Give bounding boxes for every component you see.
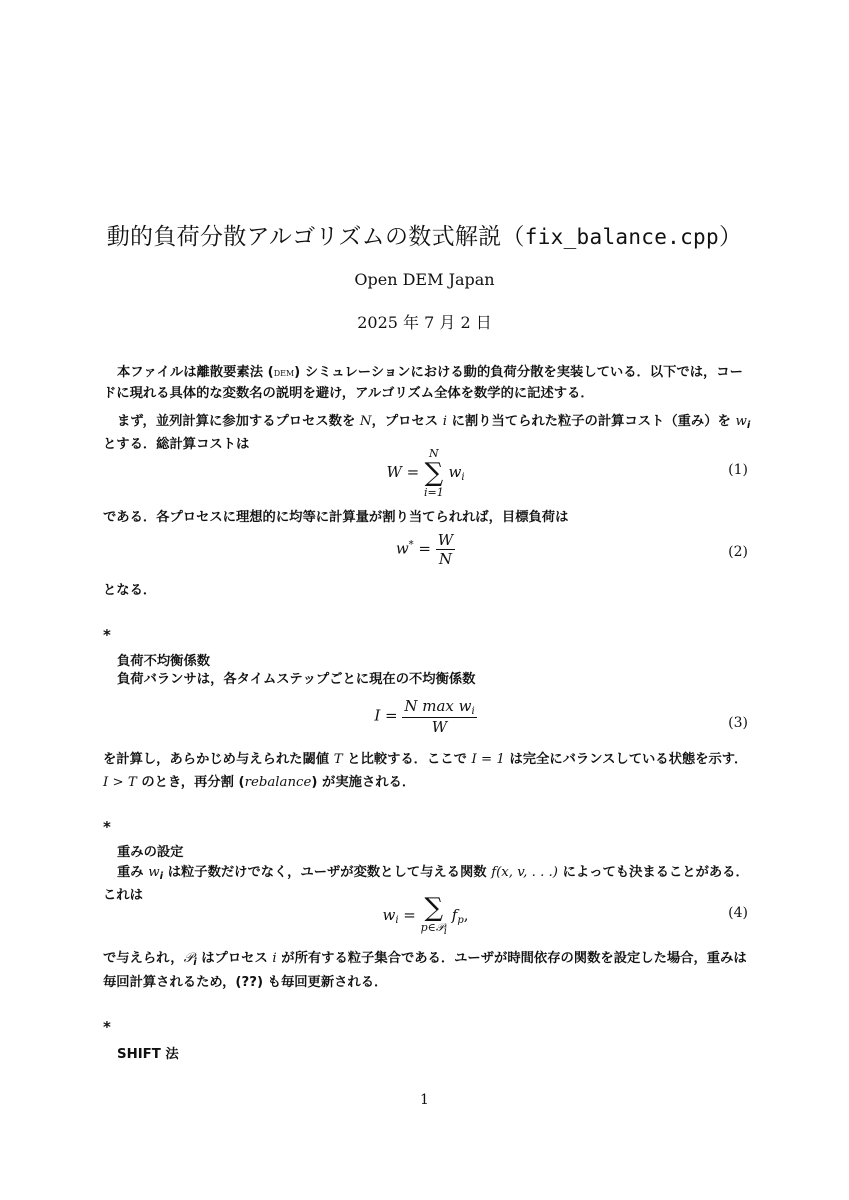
author: Open DEM Japan bbox=[354, 270, 495, 289]
intro-line-4: とする．総計算コストは bbox=[103, 437, 250, 452]
section-heading-1: 負荷不均衡係数 bbox=[117, 654, 211, 669]
date: 2025 年 7 月 2 日 bbox=[357, 313, 492, 332]
equation-3: I = $\frac{N \max w_i}{W}$ (3) bbox=[374, 697, 748, 736]
equation-1: W = N ∑ i=1 $w_i$ (1) bbox=[386, 447, 748, 499]
sum-symbol: N ∑ i=1 bbox=[423, 447, 444, 499]
equation-4: $w_i$ = ∑ p∈𝒫i $f_p$, (4) bbox=[382, 893, 748, 937]
sec1-line-1: 負荷バランサは，各タイムステップごとに現在の不均衡係数 bbox=[117, 672, 476, 687]
sec1-line-3: I > T のとき，再分割 (rebalance) が実施される． bbox=[103, 775, 416, 790]
equation-number-2: (2) bbox=[728, 544, 748, 560]
title-code: fix_balance.cpp bbox=[524, 225, 719, 249]
equation-number-1: (1) bbox=[728, 462, 748, 478]
section-marker-2: * bbox=[103, 818, 111, 836]
page-number: 1 bbox=[420, 1092, 429, 1108]
equation-number-4: (4) bbox=[728, 905, 748, 921]
equation-2: w* = $\frac{W}{N}$ (2) bbox=[395, 531, 748, 568]
intro-line-6: となる． bbox=[103, 583, 157, 598]
sec2-line-3: で与えられ，𝒫$_i$ はプロセス i が所有する粒子集合である．ユーザが時間依存の関数を設定した場合，重みは bbox=[103, 951, 747, 968]
paper-title: 動的負荷分散アルゴリズムの数式解説（fix_balance.cpp） bbox=[106, 224, 743, 250]
intro-line-2: ドに現れる具体的な変数名の説明を避け，アルゴリズム全体を数学的に記述する． bbox=[103, 386, 594, 401]
intro-line-5: である．各プロセスに理想的に均等に計算量が割り当てられれば，目標負荷は bbox=[103, 510, 569, 525]
sum-symbol: ∑ p∈𝒫i bbox=[420, 893, 447, 937]
intro-line-1: 本ファイルは離散要素法 (dem) シミュレーションにおける動的負荷分散を実装している．以下では，コー bbox=[117, 365, 743, 380]
intro-line-3: まず，並列計算に参加するプロセス数を N，プロセス i に割り当てられた粒子の計算コスト（重み）を $w_i$ bbox=[117, 414, 751, 431]
section-heading-2: 重みの設定 bbox=[117, 845, 184, 860]
sec2-line-4: 毎回計算されるため，(??) も毎回更新される． bbox=[103, 975, 388, 990]
section-heading-3: SHIFT 法 bbox=[117, 1047, 179, 1062]
section-marker-1: * bbox=[103, 626, 111, 644]
sec2-line-1: 重み $w_i$ は粒子数だけでなく，ユーザが変数として与える関数 f(x, v, . . .) によっても決まることがある． bbox=[117, 865, 749, 882]
equation-number-3: (3) bbox=[728, 715, 748, 731]
sec1-line-2: を計算し，あらかじめ与えられた閾値 T と比較する．ここで I = 1 は完全にバランスしている状態を示す． bbox=[103, 752, 748, 767]
section-marker-3: * bbox=[103, 1018, 111, 1036]
sec2-line-2: これは bbox=[103, 888, 143, 903]
